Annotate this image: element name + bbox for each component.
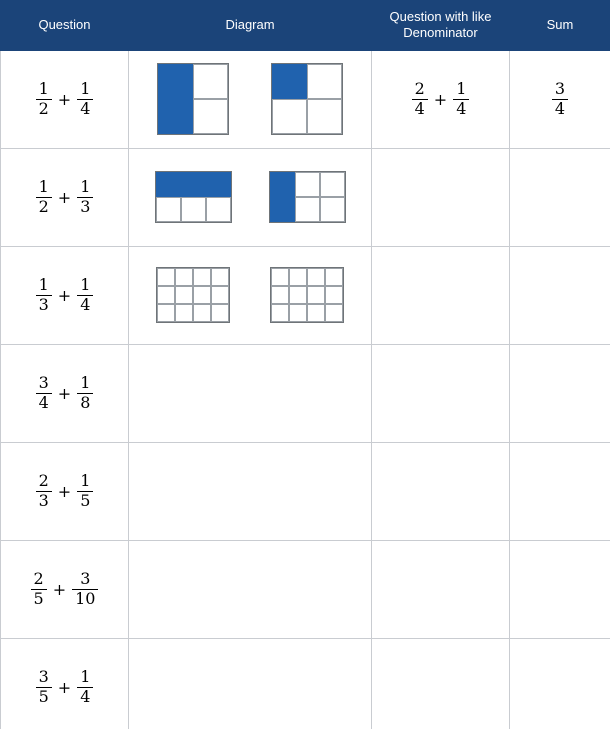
cell-like-denominator[interactable]: [372, 344, 510, 442]
cell-question[interactable]: [1, 638, 129, 729]
plus-operator: +: [57, 187, 72, 207]
grid-cell-empty[interactable]: [307, 268, 325, 286]
cell-like-denominator[interactable]: [372, 246, 510, 344]
cell-like-denominator[interactable]: [372, 540, 510, 638]
fraction-denominator: 8: [77, 393, 93, 412]
fraction-numerator: 1: [38, 176, 49, 196]
grid-cell-filled[interactable]: [158, 99, 193, 134]
grid-cell-empty[interactable]: [271, 286, 289, 304]
question-expression: [36, 274, 94, 314]
fraction-right: [453, 78, 469, 118]
fraction-grid-diagram: [269, 171, 346, 223]
grid-cell-filled[interactable]: [270, 197, 295, 222]
fraction-denominator: 10: [72, 589, 98, 608]
grid-cell-empty[interactable]: [325, 304, 343, 322]
grid-cell-empty[interactable]: [295, 172, 320, 197]
grid-cell-empty[interactable]: [156, 197, 181, 222]
plus-operator: +: [57, 285, 72, 305]
fraction-numerator: 1: [80, 470, 91, 490]
cell-like-denominator[interactable]: [372, 148, 510, 246]
plus-operator: +: [52, 579, 67, 599]
grid-cell-empty[interactable]: [307, 99, 342, 134]
fraction-sum: [552, 78, 568, 118]
fraction-numerator: 1: [456, 78, 467, 98]
cell-sum[interactable]: [510, 246, 610, 344]
grid-cell-empty[interactable]: [211, 268, 229, 286]
fraction-left: [36, 666, 52, 706]
table-header-row: [1, 1, 610, 51]
cell-like-denominator[interactable]: [372, 50, 510, 148]
fraction-denominator: 2: [36, 197, 52, 216]
fraction-denominator: 4: [453, 99, 469, 118]
cell-question[interactable]: [1, 540, 129, 638]
grid-cell-empty[interactable]: [206, 197, 231, 222]
cell-question[interactable]: [1, 442, 129, 540]
fraction-grid-diagram: [155, 171, 232, 223]
fraction-denominator: 4: [77, 295, 93, 314]
fraction-denominator: 4: [36, 393, 52, 412]
fraction-denominator: 4: [552, 99, 568, 118]
cell-diagram[interactable]: [129, 344, 372, 442]
grid-cell-empty[interactable]: [175, 304, 193, 322]
grid-cell-empty[interactable]: [325, 286, 343, 304]
fraction-denominator: 3: [36, 491, 52, 510]
fraction-numerator: 1: [80, 176, 91, 196]
fraction-right: [77, 372, 93, 412]
grid-cell-filled[interactable]: [270, 172, 295, 197]
fraction-grid-diagram: [270, 267, 344, 323]
grid-cell-filled[interactable]: [206, 172, 231, 197]
grid-cell-empty[interactable]: [211, 286, 229, 304]
grid-cell-empty[interactable]: [157, 268, 175, 286]
cell-sum[interactable]: [510, 344, 610, 442]
cell-like-denominator[interactable]: [372, 638, 510, 729]
fraction-left: [412, 78, 428, 118]
grid-cell-filled[interactable]: [272, 64, 307, 99]
grid-cell-empty[interactable]: [325, 268, 343, 286]
fraction-grid-diagram: [156, 267, 230, 323]
grid-cell-empty[interactable]: [157, 304, 175, 322]
diagram-pair: [129, 267, 371, 323]
grid-cell-empty[interactable]: [271, 268, 289, 286]
grid-cell-empty[interactable]: [193, 99, 228, 134]
grid-cell-empty[interactable]: [307, 286, 325, 304]
question-expression: [36, 176, 94, 216]
header-like-denominator: Question with like Denominator: [372, 1, 510, 51]
question-expression: [36, 666, 94, 706]
sum-expression: [552, 78, 568, 118]
fraction-left: [36, 78, 52, 118]
grid-cell-empty[interactable]: [320, 172, 345, 197]
fraction-numerator: 1: [38, 274, 49, 294]
fraction-left: [36, 372, 52, 412]
cell-diagram[interactable]: [129, 442, 372, 540]
question-expression: [31, 568, 99, 608]
fraction-numerator: 3: [38, 372, 49, 392]
grid-cell-filled[interactable]: [181, 172, 206, 197]
grid-cell-empty[interactable]: [181, 197, 206, 222]
grid-cell-empty[interactable]: [295, 197, 320, 222]
header-sum: Sum: [510, 1, 610, 51]
grid-cell-empty[interactable]: [289, 268, 307, 286]
cell-sum[interactable]: [510, 638, 610, 729]
fraction-numerator: 1: [80, 666, 91, 686]
fraction-numerator: 1: [80, 78, 91, 98]
fraction-numerator: 1: [80, 274, 91, 294]
grid-cell-empty[interactable]: [193, 268, 211, 286]
table-row: [1, 442, 610, 540]
fraction-right: [77, 470, 93, 510]
grid-cell-filled[interactable]: [156, 172, 181, 197]
cell-sum[interactable]: [510, 148, 610, 246]
table-row: [1, 246, 610, 344]
cell-sum[interactable]: [510, 50, 610, 148]
fraction-numerator: 3: [80, 568, 91, 588]
fraction-right: [77, 666, 93, 706]
plus-operator: +: [433, 89, 448, 109]
grid-cell-empty[interactable]: [193, 286, 211, 304]
grid-cell-empty[interactable]: [211, 304, 229, 322]
fraction-right: [77, 274, 93, 314]
cell-diagram[interactable]: [129, 540, 372, 638]
fraction-grid-diagram: [271, 63, 343, 135]
fraction-denominator: 5: [36, 687, 52, 706]
cell-diagram[interactable]: [129, 148, 372, 246]
fraction-numerator: 1: [80, 372, 91, 392]
fraction-denominator: 5: [31, 589, 47, 608]
grid-cell-empty[interactable]: [271, 304, 289, 322]
cell-sum[interactable]: [510, 442, 610, 540]
grid-cell-empty[interactable]: [272, 99, 307, 134]
fraction-denominator: 4: [77, 687, 93, 706]
header-question: Question: [1, 1, 129, 51]
grid-cell-filled[interactable]: [158, 64, 193, 99]
fraction-left: [36, 470, 52, 510]
plus-operator: +: [57, 383, 72, 403]
grid-cell-empty[interactable]: [175, 268, 193, 286]
plus-operator: +: [57, 481, 72, 501]
fraction-numerator: 2: [38, 470, 49, 490]
fraction-left: [36, 274, 52, 314]
fraction-denominator: 5: [77, 491, 93, 510]
table-header: [1, 1, 610, 51]
fraction-denominator: 2: [36, 99, 52, 118]
diagram-pair: [129, 63, 371, 135]
question-expression: [36, 470, 94, 510]
grid-cell-empty[interactable]: [307, 64, 342, 99]
fraction-right: [77, 78, 93, 118]
table-row: [1, 638, 610, 729]
like-denominator-expression: [412, 78, 470, 118]
fraction-denominator: 3: [77, 197, 93, 216]
header-diagram: Diagram: [129, 1, 372, 51]
fraction-denominator: 4: [412, 99, 428, 118]
plus-operator: +: [57, 677, 72, 697]
table-row: [1, 540, 610, 638]
fraction-left: [31, 568, 47, 608]
grid-cell-empty[interactable]: [175, 286, 193, 304]
cell-like-denominator[interactable]: [372, 442, 510, 540]
fraction-grid-diagram: [157, 63, 229, 135]
grid-cell-empty[interactable]: [289, 286, 307, 304]
cell-question[interactable]: [1, 50, 129, 148]
cell-sum[interactable]: [510, 540, 610, 638]
diagram-pair: [129, 171, 371, 223]
table-body: [1, 50, 610, 729]
cell-question[interactable]: [1, 148, 129, 246]
cell-diagram[interactable]: [129, 50, 372, 148]
cell-question[interactable]: [1, 246, 129, 344]
grid-cell-empty[interactable]: [193, 64, 228, 99]
cell-diagram[interactable]: [129, 638, 372, 729]
fraction-numerator: 1: [38, 78, 49, 98]
fraction-denominator: 3: [36, 295, 52, 314]
table-row: [1, 50, 610, 148]
plus-operator: +: [57, 89, 72, 109]
fraction-numerator: 2: [33, 568, 44, 588]
fraction-left: [36, 176, 52, 216]
fraction-denominator: 4: [77, 99, 93, 118]
fraction-numerator: 3: [554, 78, 566, 98]
table-row: [1, 148, 610, 246]
grid-cell-empty[interactable]: [307, 304, 325, 322]
fraction-numerator: 3: [38, 666, 49, 686]
question-expression: [36, 372, 94, 412]
cell-question[interactable]: [1, 344, 129, 442]
cell-diagram[interactable]: [129, 246, 372, 344]
grid-cell-empty[interactable]: [157, 286, 175, 304]
fraction-right: [77, 176, 93, 216]
grid-cell-empty[interactable]: [289, 304, 307, 322]
grid-cell-empty[interactable]: [193, 304, 211, 322]
table-row: [1, 344, 610, 442]
fraction-right: [72, 568, 98, 608]
fraction-numerator: 2: [414, 78, 425, 98]
question-expression: [36, 78, 94, 118]
grid-cell-empty[interactable]: [320, 197, 345, 222]
